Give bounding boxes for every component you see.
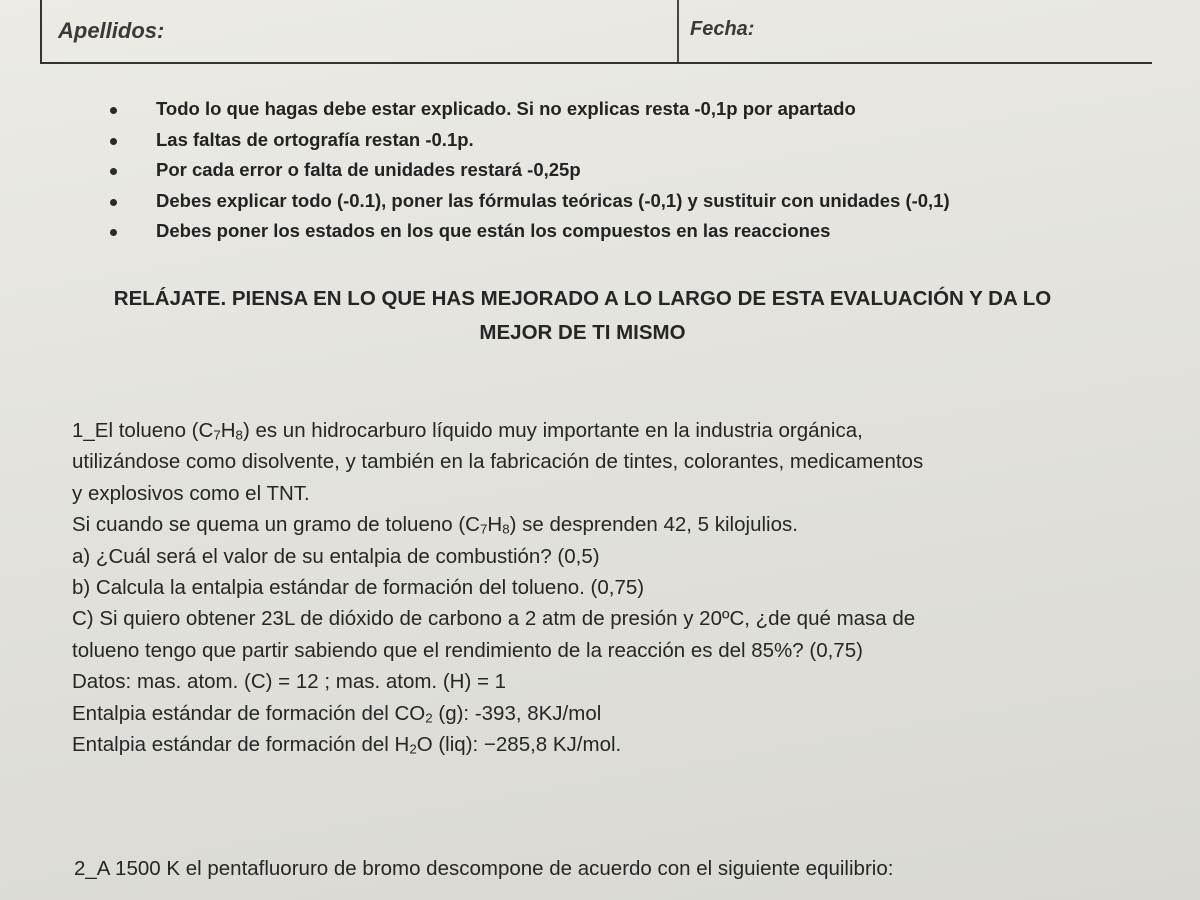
bullet-icon (110, 107, 117, 114)
rule-text: Las faltas de ortografía restan -0.1p. (156, 128, 474, 150)
q1-part-b: b) Calcula la entalpia estándar de formación del tolueno. (0,75) (72, 576, 645, 600)
q1-part-a: a) ¿Cuál será el valor de su entalpia de combustión? (0,5) (72, 544, 600, 568)
rule-item (110, 98, 950, 129)
question-2: 2_A 1500 K el pentafluoruro de bromo descompone de acuerdo con el siguiente equilibrio: (74, 857, 894, 880)
rules-list (110, 98, 950, 251)
q1-part-c-line-2: tolueno tengo que partir sabiendo que el rendimiento de la reacción es del 85%? (0,75) (72, 638, 863, 662)
bullet-icon (110, 138, 117, 145)
header-table (40, 0, 1152, 64)
q1-line-3: y explosivos como el TNT. (72, 481, 310, 505)
bullet-icon (110, 229, 117, 236)
q1-line-4: Si cuando se quema un gramo de tolueno $(C_7H_8)$ se desprenden 42, 5 kilojulios. (72, 513, 798, 537)
q1-datos: Datos: mas. atom. (C) = 12 ; mas. atom. (H) = 1 (72, 670, 507, 694)
rule-text: Todo lo que hagas debe estar explicado. Si no explicas resta -0,1p por apartado (156, 98, 856, 119)
rule-text: Debes explicar todo (-0.1), poner las fórmulas teóricas (-0,1) y sustituir con unidades (-0,1) (156, 189, 950, 211)
rule-item (110, 220, 950, 251)
fecha-label: Fecha: (690, 18, 755, 40)
rule-text: Debes poner los estados en los que están los compuestos en las reacciones (156, 220, 831, 241)
motto-line-2: MEJOR DE TI MISMO (479, 321, 686, 344)
bullet-icon (110, 168, 117, 175)
apellidos-label: Apellidos: (58, 18, 165, 43)
q1-line-1: 1_El tolueno $(C_7H_8)$ es un hidrocarburo líquido muy importante en la industria orgánica, (72, 419, 863, 443)
q1-line-2: utilizándose como disolvente, y también en la fabricación de tintes, colorantes, medicamentos (72, 450, 924, 474)
rule-item (110, 159, 950, 190)
bullet-icon (110, 199, 117, 206)
motto (70, 282, 1095, 350)
motto-line-1: RELÁJATE. PIENSA EN LO QUE HAS MEJORADO A LO LARGO DE ESTA EVALUACIÓN Y DA LO (113, 287, 1052, 310)
header-divider (677, 0, 679, 62)
rule-item (110, 129, 950, 160)
rule-text: Por cada error o falta de unidades restará -0,25p (156, 159, 581, 180)
q1-co2-enthalpy: Entalpia estándar de formación del $CO_2$ (g): -393, 8KJ/mol (72, 701, 602, 726)
question-1 (72, 415, 1132, 760)
q1-h2o-enthalpy: Entalpia estándar de formación del $H_2O$ (liq): −285,8 KJ/mol. (72, 733, 622, 757)
q1-part-c-line-1: C) Si quiero obtener 23L de dióxido de carbono a 2 atm de presión y 20ºC, ¿de qué masa de (72, 607, 916, 631)
rule-item (110, 190, 950, 221)
